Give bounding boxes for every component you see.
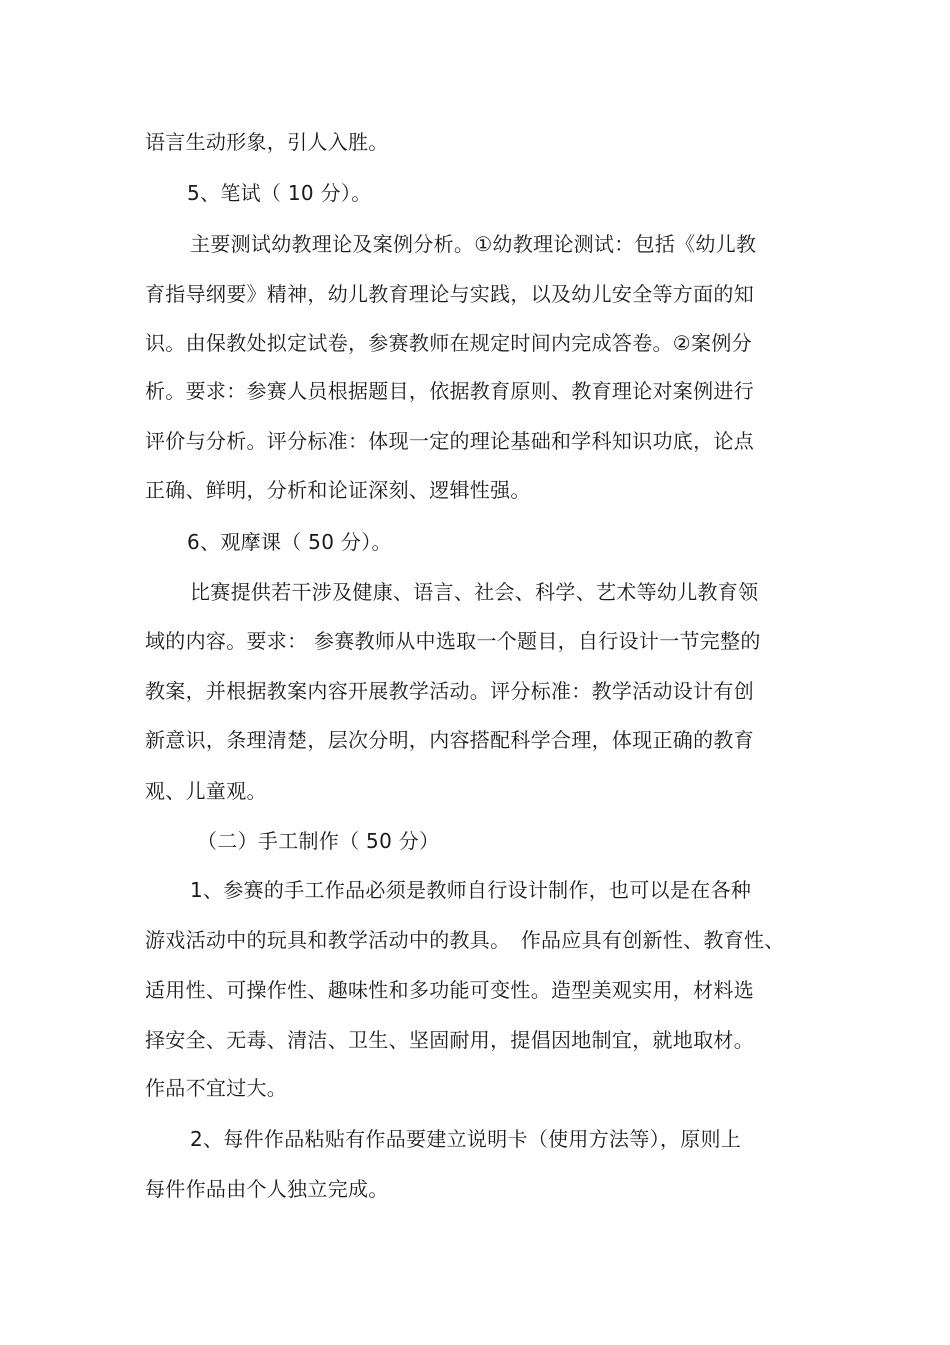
text-line: 观、儿童观。	[145, 779, 267, 803]
text-line: 语言生动形象，引人入胜。	[145, 130, 389, 154]
text-line: 新意识，条理清楚，层次分明，内容搭配科学合理，体现正确的教育	[145, 728, 754, 752]
text-line: 每件作品由个人独立完成。	[145, 1177, 389, 1201]
section-heading-handcraft: （二）手工制作（ 50 分）	[197, 829, 440, 853]
text-line: 适用性、可操作性、趣味性和多功能可变性。造型美观实用，材料选	[145, 978, 754, 1002]
text-line: 游戏活动中的玩具和教学活动中的教具。 作品应具有创新性、教育性、	[145, 928, 785, 952]
text-line: 1、参赛的手工作品必须是教师自行设计制作，也可以是在各种	[190, 878, 752, 902]
text-line: 评价与分析。评分标准：体现一定的理论基础和学科知识功底，论点	[145, 429, 754, 453]
text-line: 作品不宜过大。	[145, 1076, 288, 1100]
text-line: 析。要求：参赛人员根据题目，依据教育原则、教育理论对案例进行	[145, 379, 754, 403]
text-line: 育指导纲要》精神，幼儿教育理论与实践，以及幼儿安全等方面的知	[145, 282, 754, 306]
text-line: 域的内容。要求： 参赛教师从中选取一个题目，自行设计一节完整的	[145, 629, 761, 653]
text-line: 正确、鲜明，分析和论证深刻、逻辑性强。	[145, 478, 531, 502]
text-line: 教案，并根据教案内容开展教学活动。评分标准：教学活动设计有创	[145, 679, 754, 703]
text-line: 识。由保教处拟定试卷，参赛教师在规定时间内完成答卷。②案例分	[145, 331, 752, 355]
text-line: 比赛提供若干涉及健康、语言、社会、科学、艺术等幼儿教育领	[190, 580, 759, 604]
text-line: 主要测试幼教理论及案例分析。①幼教理论测试：包括《幼儿教	[190, 232, 757, 256]
text-line: 择安全、无毒、清洁、卫生、坚固耐用，提倡因地制宜，就地取材。	[145, 1028, 754, 1052]
text-line: 2、每件作品粘贴有作品要建立说明卡（使用方法等），原则上	[190, 1127, 742, 1151]
section-heading-written-test: 5、笔试（ 10 分）。	[187, 181, 372, 205]
section-heading-observation-class: 6、观摩课（ 50 分）。	[187, 530, 392, 554]
